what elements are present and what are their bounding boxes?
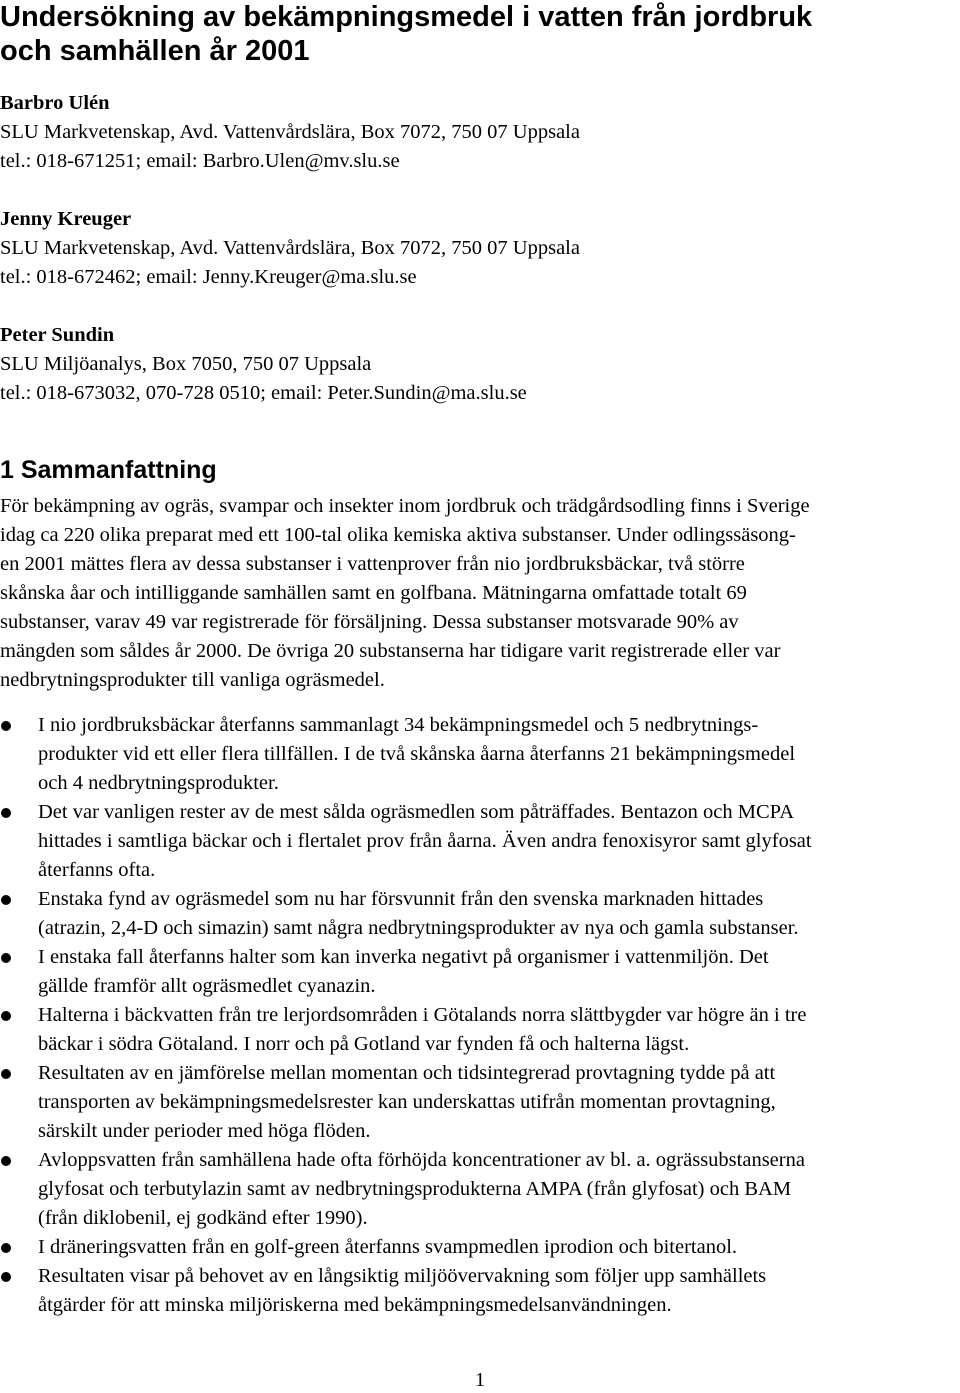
bullet-icon xyxy=(1,953,11,963)
bullet-icon xyxy=(1,1069,11,1079)
paragraph-line: en 2001 mättes flera av dessa substanser i vattenprover från nio jordbruksbäckar, två större xyxy=(0,553,745,575)
findings-list xyxy=(0,711,812,1320)
author-affiliation: SLU Markvetenskap, Avd. Vattenvårdslära, Box 7072, 750 07 Uppsala xyxy=(0,121,580,143)
list-item xyxy=(0,1059,812,1146)
list-item-line: gällde framför allt ogräsmedlet cyanazin. xyxy=(38,975,376,997)
paragraph-line: mängden som såldes år 2000. De övriga 20 substanserna har tidigare varit registrerade eller var xyxy=(0,640,781,662)
list-item-line: I nio jordbruksbäckar återfanns sammanlagt 34 bekämpningsmedel och 5 nedbrytnings- xyxy=(38,714,759,736)
list-item-line: I enstaka fall återfanns halter som kan inverka negativt på organismer i vattenmiljön. Det xyxy=(38,946,769,968)
list-item-line: Det var vanligen rester av de mest sålda ogräsmedlen som påträffades. Bentazon och MCPA xyxy=(38,801,795,823)
author-block xyxy=(0,89,580,176)
list-item-line: (atrazin, 2,4-D och simazin) samt några nedbrytningsprodukter av nya och gamla substanser. xyxy=(38,917,799,939)
bullet-icon xyxy=(1,895,11,905)
summary-paragraph xyxy=(0,492,810,695)
bullet-icon xyxy=(1,1272,11,1282)
list-item xyxy=(0,1262,812,1320)
list-item-line: transporten av bekämpningsmedelsrester kan underskattas utifrån momentan provtagning, xyxy=(38,1091,776,1113)
list-item-line: produkter vid ett eller flera tillfällen. I de två skånska åarna återfanns 21 bekämpningsmedel xyxy=(38,743,796,765)
paragraph-line: nedbrytningsprodukter till vanliga ogräsmedel. xyxy=(0,669,385,691)
list-item xyxy=(0,1146,812,1233)
list-item xyxy=(0,1001,812,1059)
bullet-icon xyxy=(1,1011,11,1021)
list-item-line: Resultaten visar på behovet av en långsiktig miljöövervakning som följer upp samhällets xyxy=(38,1265,767,1287)
author-contact: tel.: 018-673032, 070-728 0510; email: Peter.Sundin@ma.slu.se xyxy=(0,382,527,404)
bullet-icon xyxy=(1,1243,11,1253)
list-item-line: Halterna i bäckvatten från tre lerjordsområden i Götalands norra slättbygder var högre än i tre xyxy=(38,1004,807,1026)
list-item xyxy=(0,943,812,1001)
author-name: Barbro Ulén xyxy=(0,92,110,114)
section-heading: 1 Sammanfattning xyxy=(0,456,217,484)
list-item-line: (från diklobenil, ej godkänd efter 1990). xyxy=(38,1207,368,1229)
author-affiliation: SLU Miljöanalys, Box 7050, 750 07 Uppsala xyxy=(0,353,372,375)
list-item-line: återfanns ofta. xyxy=(38,859,156,881)
author-contact: tel.: 018-671251; email: Barbro.Ulen@mv.slu.se xyxy=(0,150,400,172)
list-item-line: hittades i samtliga bäckar och i flertalet prov från åarna. Även andra fenoxisyror samt glyfosat xyxy=(38,830,812,852)
paragraph-line: substanser, varav 49 var registrerade för försäljning. Dessa substanser motsvarade 90% av xyxy=(0,611,739,633)
list-item xyxy=(0,885,812,943)
page-number: 1 xyxy=(474,1369,486,1391)
paragraph-line: skånska åar och intilliggande samhällen samt en golfbana. Mätningarna omfattade totalt 69 xyxy=(0,582,747,604)
paragraph-line: För bekämpning av ogräs, svampar och insekter inom jordbruk och trädgårdsodling finns i Sverige xyxy=(0,495,810,517)
paragraph-line: idag ca 220 olika preparat med ett 100-tal olika kemiska aktiva substanser. Under odlingssäsong- xyxy=(0,524,796,546)
bullet-icon xyxy=(1,721,11,731)
author-name: Peter Sundin xyxy=(0,324,115,346)
author-block xyxy=(0,205,580,292)
bullet-icon xyxy=(1,808,11,818)
list-item-line: och 4 nedbrytningsprodukter. xyxy=(38,772,279,794)
author-affiliation: SLU Markvetenskap, Avd. Vattenvårdslära, Box 7072, 750 07 Uppsala xyxy=(0,237,580,259)
list-item-line: bäckar i södra Götaland. I norr och på Gotland var fynden få och halterna lägst. xyxy=(38,1033,690,1055)
author-block xyxy=(0,321,527,408)
title-line: Undersökning av bekämpningsmedel i vatten från jordbruk xyxy=(0,1,813,33)
list-item-line: Avloppsvatten från samhällena hade ofta förhöjda koncentrationer av bl. a. ogrässubstanserna xyxy=(38,1149,805,1171)
list-item-line: särskilt under perioder med höga flöden. xyxy=(38,1120,371,1142)
title-line: och samhällen år 2001 xyxy=(0,35,310,67)
list-item-line: I dräneringsvatten från en golf-green återfanns svampmedlen iprodion och bitertanol. xyxy=(38,1236,738,1258)
list-item xyxy=(0,711,812,798)
list-item-line: åtgärder för att minska miljöriskerna med bekämpningsmedelsanvändningen. xyxy=(38,1294,672,1316)
bullet-icon xyxy=(1,1156,11,1166)
document-title xyxy=(0,0,955,68)
author-name: Jenny Kreuger xyxy=(0,208,132,230)
list-item xyxy=(0,1233,812,1262)
author-contact: tel.: 018-672462; email: Jenny.Kreuger@ma.slu.se xyxy=(0,266,417,288)
list-item-line: glyfosat och terbutylazin samt av nedbrytningsprodukterna AMPA (från glyfosat) och BAM xyxy=(38,1178,792,1200)
list-item xyxy=(0,798,812,885)
list-item-line: Resultaten av en jämförelse mellan momentan och tidsintegrerad provtagning tydde på att xyxy=(38,1062,776,1084)
list-item-line: Enstaka fynd av ogräsmedel som nu har försvunnit från den svenska marknaden hittades xyxy=(38,888,764,910)
